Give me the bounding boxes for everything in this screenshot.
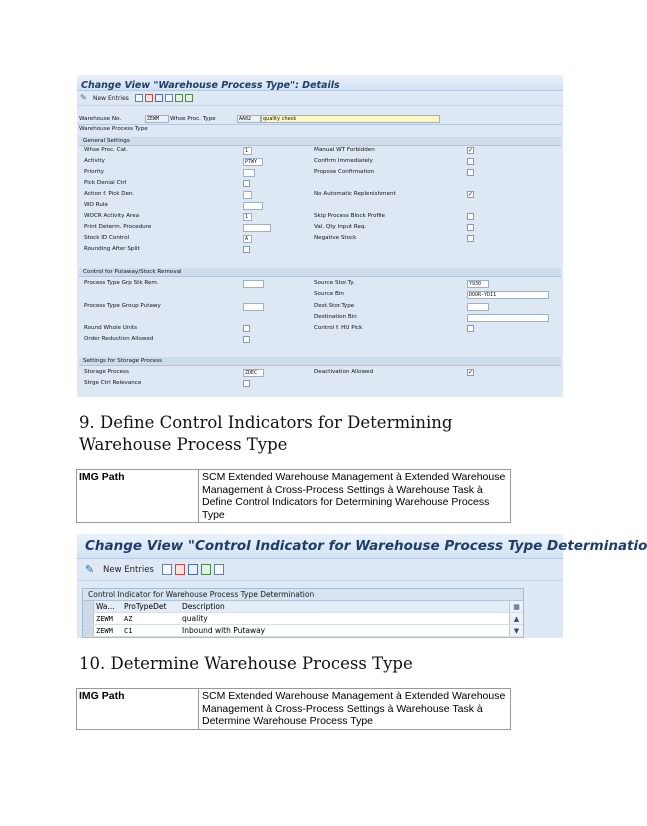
print-determ-procedure-field[interactable] bbox=[243, 224, 271, 232]
new-entries-button[interactable]: New Entries bbox=[103, 564, 154, 575]
order-reduction-allowed-checkbox[interactable] bbox=[243, 336, 250, 343]
section-title-warehouse-process-type: Warehouse Process Type bbox=[79, 126, 148, 132]
whse-proc-type-description[interactable]: quality check bbox=[261, 115, 440, 123]
confirm-immediately-label: Confirm Immediately bbox=[314, 158, 373, 164]
strge-ctrl-relevance-checkbox[interactable] bbox=[243, 380, 250, 387]
copy-icon[interactable] bbox=[135, 94, 143, 102]
undo-icon[interactable] bbox=[188, 564, 198, 575]
rounding-after-split-checkbox[interactable] bbox=[243, 246, 250, 253]
storage-process-title: Settings for Storage Process bbox=[83, 358, 163, 364]
cell-protypedet: C1 bbox=[124, 627, 133, 635]
undo-icon[interactable] bbox=[155, 94, 163, 102]
putaway-control-title: Control for Putaway/Stock Removal bbox=[83, 269, 182, 275]
img-path-label: IMG Path bbox=[77, 689, 199, 729]
section-10-img-path-table bbox=[76, 688, 511, 730]
source-stor-ty-field[interactable]: Y930 bbox=[467, 280, 489, 288]
deactivation-allowed-label: Deactivation Allowed bbox=[314, 369, 374, 375]
delete-icon[interactable] bbox=[145, 94, 153, 102]
process-type-group-putawy-field[interactable] bbox=[243, 303, 264, 311]
screen-title-bar bbox=[77, 534, 647, 559]
new-entries-icon[interactable]: ✎ bbox=[85, 563, 95, 576]
process-type-group-putawy-label: Process Type Group Putawy bbox=[84, 303, 161, 309]
process-type-grp-stk-rem-field[interactable] bbox=[243, 280, 264, 288]
scroll-down-icon[interactable]: ▼ bbox=[509, 625, 523, 636]
strge-ctrl-relevance-label: Strge Ctrl Relevance bbox=[84, 380, 142, 386]
screen-title-bar bbox=[77, 75, 563, 91]
propose-confirmation-checkbox[interactable] bbox=[467, 169, 474, 176]
wocr-activity-area-label: WOCR Activity Area bbox=[84, 213, 140, 219]
scroll-up-icon[interactable]: ▲ bbox=[509, 613, 523, 624]
toolbar bbox=[77, 91, 563, 106]
whse-proc-cat-label: Whse Proc. Cat. bbox=[84, 147, 129, 153]
new-entries-icon[interactable]: ✎ bbox=[80, 93, 87, 102]
whse-proc-cat-field[interactable]: 1 bbox=[243, 147, 252, 155]
general-settings-header bbox=[79, 137, 561, 146]
stock-id-control-label: Stock ID Control bbox=[84, 235, 130, 241]
putaway-control-header bbox=[79, 268, 561, 277]
activity-field[interactable]: PTWY bbox=[243, 158, 263, 166]
negative-stock-checkbox[interactable] bbox=[467, 235, 474, 242]
screen-title: Change View "Warehouse Process Type": Details bbox=[81, 80, 340, 91]
select-all-icon[interactable] bbox=[201, 564, 211, 575]
cell-warehouse: ZEWM bbox=[96, 615, 113, 623]
source-stor-ty-label: Source Stor.Ty. bbox=[314, 280, 355, 286]
deselect-all-icon[interactable] bbox=[214, 564, 224, 575]
control-indicator-table bbox=[82, 588, 524, 638]
column-header-protypedet[interactable]: ProTypeDet bbox=[124, 602, 167, 611]
source-bin-field[interactable]: DOOR-YDI1 bbox=[467, 291, 549, 299]
negative-stock-label: Negative Stock bbox=[314, 235, 357, 241]
copy-icon[interactable] bbox=[162, 564, 172, 575]
dest-stor-type-label: Dest.Stor.Type bbox=[314, 303, 355, 309]
propose-confirmation-label: Propose Confirmation bbox=[314, 169, 375, 175]
stock-id-control-field[interactable]: A bbox=[243, 235, 252, 243]
confirm-immediately-checkbox[interactable] bbox=[467, 158, 474, 165]
val-qty-input-req-label: Val. Qty Input Req. bbox=[314, 224, 367, 230]
cell-warehouse: ZEWM bbox=[96, 627, 113, 635]
whse-proc-type-label: Whse Proc. Type bbox=[170, 116, 216, 122]
previous-entry-icon[interactable] bbox=[175, 94, 183, 102]
column-header-warehouse[interactable]: Wa... bbox=[96, 602, 115, 611]
toolbar bbox=[77, 559, 563, 581]
cell-description[interactable]: Inbound with Putaway bbox=[182, 626, 266, 635]
screen-title: Change View "Control Indicator for Warehouse Process Type Determinatio bbox=[85, 538, 647, 554]
table-row[interactable] bbox=[83, 625, 523, 637]
val-qty-input-req-checkbox[interactable] bbox=[467, 224, 474, 231]
control-f-hu-pick-checkbox[interactable] bbox=[467, 325, 474, 332]
img-path-value: SCM Extended Warehouse Management à Extended Warehouse Management à Cross-Process Settings à Warehouse Task à Define Control Indicators for Determining Warehouse Process Type bbox=[202, 471, 506, 521]
control-f-hu-pick-label: Control f. HU Pick bbox=[314, 325, 363, 331]
storage-process-header bbox=[79, 357, 561, 366]
select-all-cell[interactable] bbox=[83, 601, 94, 612]
destination-bin-label: Destination Bin bbox=[314, 314, 357, 320]
wo-rule-label: WO Rule bbox=[84, 202, 108, 208]
section-9-heading: 9. Define Control Indicators for Determining Warehouse Process Type bbox=[79, 413, 453, 454]
row-selector[interactable] bbox=[83, 625, 94, 636]
action-pick-den-field[interactable] bbox=[243, 191, 252, 199]
no-automatic-replenishment-label: No Automatic Replenishment bbox=[314, 191, 396, 197]
skip-process-block-profile-label: Skip Process Block Profile bbox=[314, 213, 385, 219]
column-header-description[interactable]: Description bbox=[182, 602, 225, 611]
activity-label: Activity bbox=[84, 158, 105, 164]
priority-field[interactable] bbox=[243, 169, 255, 177]
table-caption: Control Indicator for Warehouse Process Type Determination bbox=[83, 589, 523, 601]
no-automatic-replenishment-checkbox[interactable]: ✓ bbox=[468, 192, 474, 198]
process-type-grp-stk-rem-label: Process Type Grp Stk Rem. bbox=[84, 280, 159, 286]
wo-rule-field[interactable] bbox=[243, 202, 263, 210]
general-settings-title: General Settings bbox=[83, 138, 130, 144]
priority-label: Priority bbox=[84, 169, 104, 175]
new-entries-button[interactable]: New Entries bbox=[93, 94, 129, 102]
pick-denial-ctrl-checkbox[interactable] bbox=[243, 180, 250, 187]
section-9-img-path-table bbox=[76, 469, 511, 523]
table-row[interactable] bbox=[83, 613, 523, 625]
cell-description[interactable]: quality bbox=[182, 614, 208, 623]
cell-protypedet: AZ bbox=[124, 615, 133, 623]
order-reduction-allowed-label: Order Reduction Allowed bbox=[84, 336, 154, 342]
select-all-icon[interactable] bbox=[165, 94, 173, 102]
rounding-after-split-label: Rounding After Split bbox=[84, 246, 140, 252]
delete-icon[interactable] bbox=[175, 564, 185, 575]
section-10-heading: 10. Determine Warehouse Process Type bbox=[79, 654, 413, 673]
warehouse-no-field: ZEWM bbox=[145, 115, 169, 123]
deactivation-allowed-checkbox[interactable]: ✓ bbox=[468, 370, 474, 376]
source-bin-label: Source Bin bbox=[314, 291, 344, 297]
manual-wt-forbidden-label: Manual WT Forbidden bbox=[314, 147, 375, 153]
wocr-activity-area-field[interactable]: 1 bbox=[243, 213, 252, 221]
storage-process-label: Storage Process bbox=[84, 369, 129, 375]
img-path-value: SCM Extended Warehouse Management à Extended Warehouse Management à Cross-Process Settings à Warehouse Task à Determine Warehouse Process Type bbox=[202, 690, 506, 727]
manual-wt-forbidden-checkbox[interactable]: ✓ bbox=[468, 148, 474, 154]
sap-screenshot-warehouse-process-type bbox=[77, 75, 563, 397]
round-whole-units-label: Round Whole Units bbox=[84, 325, 138, 331]
dest-stor-type-field[interactable] bbox=[467, 303, 489, 311]
round-whole-units-checkbox[interactable] bbox=[243, 325, 250, 332]
action-pick-den-label: Action f. Pick Den. bbox=[84, 191, 135, 197]
print-determ-procedure-label: Print Determ. Procedure bbox=[84, 224, 152, 230]
warehouse-no-label: Warehouse No. bbox=[79, 116, 122, 122]
divider bbox=[78, 124, 562, 125]
storage-process-field[interactable]: ZDEC bbox=[243, 369, 264, 377]
next-entry-icon[interactable] bbox=[185, 94, 193, 102]
table-settings-icon[interactable]: ▦ bbox=[509, 601, 523, 612]
whse-proc-type-field: AA02 bbox=[237, 115, 261, 123]
sap-screenshot-control-indicator bbox=[77, 534, 647, 638]
skip-process-block-profile-checkbox[interactable] bbox=[467, 213, 474, 220]
img-path-label: IMG Path bbox=[77, 470, 199, 522]
table-header-row bbox=[83, 601, 523, 613]
row-selector[interactable] bbox=[83, 613, 94, 624]
destination-bin-field[interactable] bbox=[467, 314, 549, 322]
pick-denial-ctrl-label: Pick Denial Ctrl bbox=[84, 180, 127, 186]
